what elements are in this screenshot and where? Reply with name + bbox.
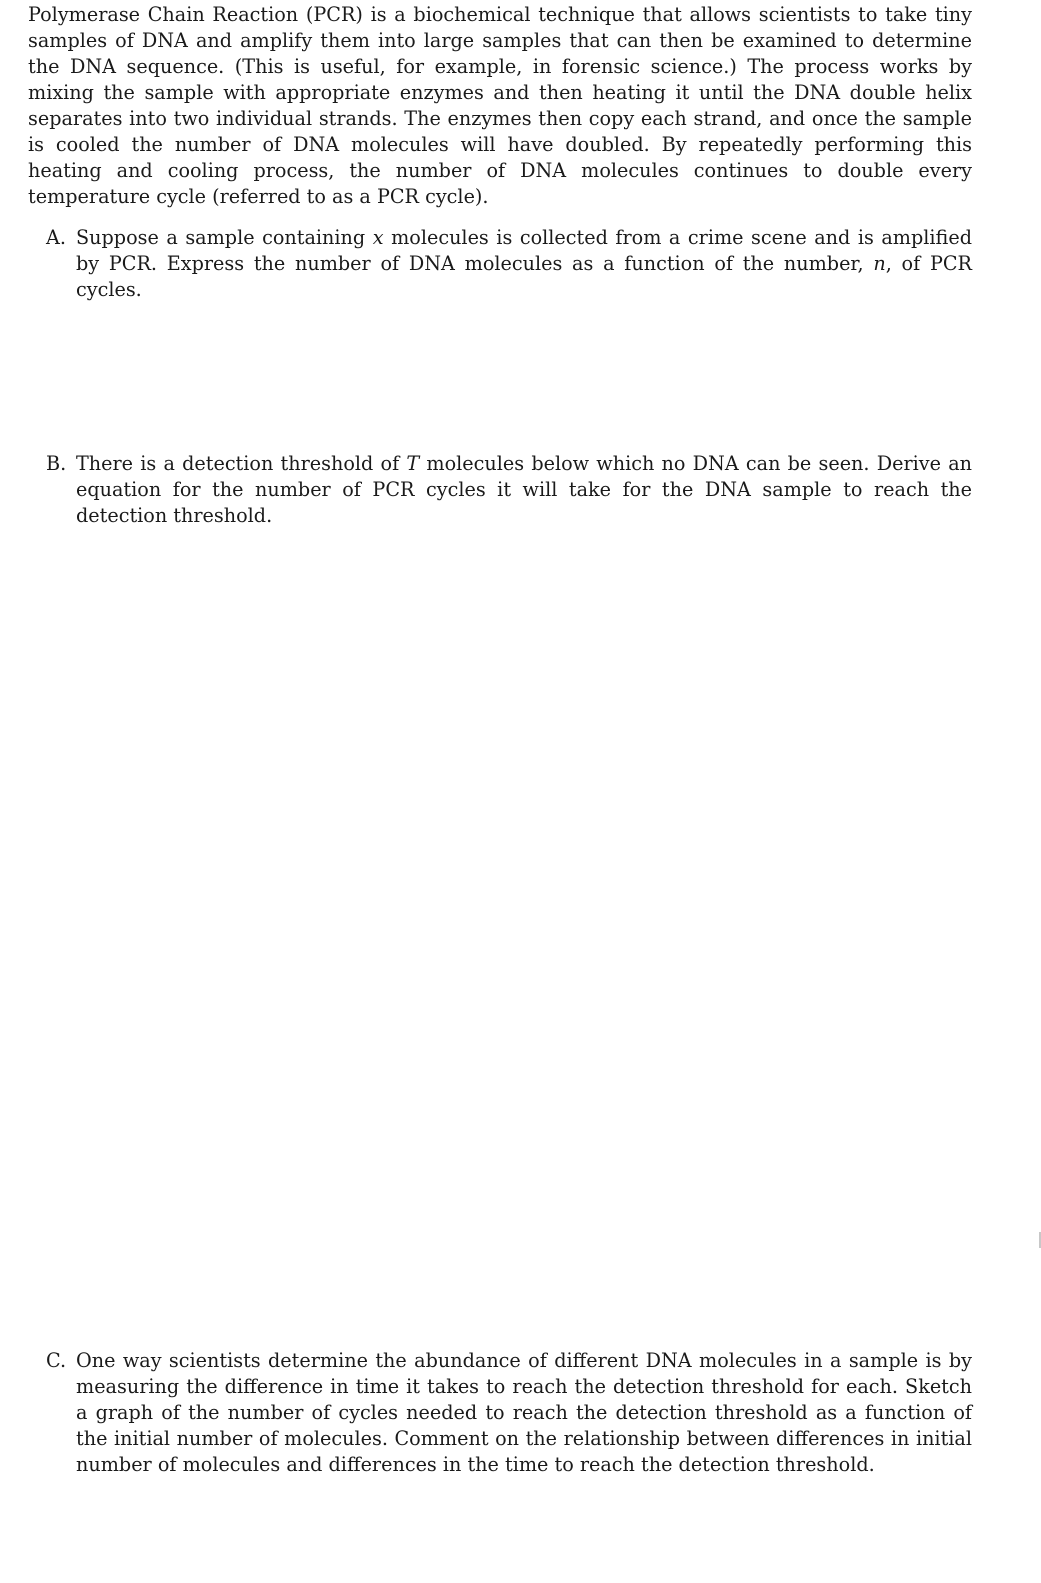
question-b-text-part-1: There is a detection threshold of (76, 452, 407, 475)
question-a-text (76, 225, 972, 303)
variable-n: n (873, 252, 886, 275)
question-a-label: A. (46, 226, 66, 249)
question-a-text-part-3: , of PCR cycles. (76, 252, 972, 301)
question-a-text-part-1: Suppose a sample containing (76, 226, 373, 249)
question-a-text-part-2: molecules is collected from a crime scene and is amplified by PCR. Express the number of DNA molecules as a function of the number, (76, 226, 972, 275)
question-c-label: C. (46, 1349, 67, 1372)
question-c (46, 1348, 972, 1478)
question-b-label: B. (46, 452, 67, 475)
question-b-text-part-2: molecules below which no DNA can be seen. Derive an equation for the number of PCR cycles it will take for the DNA sample to reach the detection threshold. (76, 452, 972, 527)
variable-t: T (406, 452, 420, 475)
variable-x: x (372, 226, 384, 249)
question-c-text: One way scientists determine the abundance of different DNA molecules in a sample is by measuring the difference in time it takes to reach the detection threshold for each. Sketch a graph of the number of cycles needed to reach the detection threshold as a function of the initial number of molecules. Comment on the relationship between differences in initial number of molecules and differences in the time to reach the detection threshold. (76, 1349, 972, 1476)
question-b-text (76, 451, 972, 529)
question-a (46, 225, 972, 303)
intro-paragraph: Polymerase Chain Reaction (PCR) is a biochemical technique that allows scientists to take tiny samples of DNA and amplify them into large samples that can then be examined to determine the DNA sequence. (This is useful, for example, in forensic science.) The process works by mixing the sample with appropriate enzymes and then heating it until the DNA double helix separates into two individual strands. The enzymes then copy each strand, and once the sample is cooled the number of DNA molecules will have doubled. By repeatedly performing this heating and cooling process, the number of DNA molecules continues to double every temperature cycle (referred to as a PCR cycle). (28, 3, 972, 208)
question-b (46, 451, 972, 529)
